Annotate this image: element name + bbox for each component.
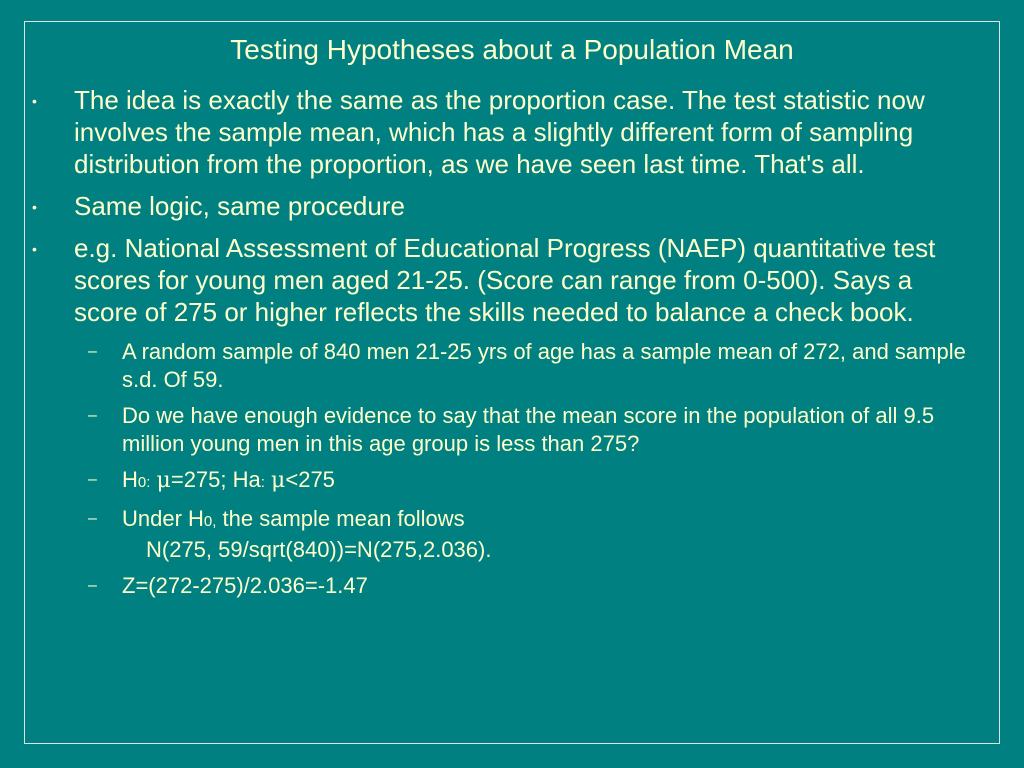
- subbullet-text: A random sample of 840 men 21-25 yrs of age has a sample mean of 272, and sample s.d. Of 59.: [122, 339, 966, 392]
- bullet-text: Same logic, same procedure: [74, 191, 405, 221]
- slide-title: Testing Hypotheses about a Population Mean: [230, 34, 794, 65]
- bullet-icon: •: [32, 199, 37, 215]
- slide-content: [30, 84, 994, 608]
- distribution-item: [30, 505, 982, 564]
- subbullet-item: [30, 402, 982, 458]
- h0-subscript: 0: [137, 474, 147, 491]
- dash-icon: –: [88, 510, 97, 527]
- bullet-item: [30, 190, 974, 222]
- subbullet-text: Do we have enough evidence to say that the mean score in the population of all 9.5 million young men in this age group is less than 275?: [122, 403, 935, 456]
- dash-icon: –: [88, 407, 97, 424]
- under-text: Under H: [122, 506, 204, 531]
- subbullet-item: [30, 338, 982, 394]
- h0-h: H: [122, 467, 138, 492]
- mu-symbol: μ: [271, 468, 286, 493]
- bullet-text: The idea is exactly the same as the proportion case. The test statistic now involves the sample mean, which has a slightly different form of sampling distribution from the proportion, as we have seen last time. That's all.: [74, 85, 925, 179]
- ha-colon: :: [260, 474, 265, 491]
- distribution-line: N(275, 59/sqrt(840))=N(275,2.036).: [146, 537, 492, 562]
- dash-icon: –: [88, 343, 97, 360]
- under-subscript: 0,: [203, 513, 217, 530]
- bullet-item: [30, 84, 974, 180]
- bullet-icon: •: [32, 241, 37, 257]
- dash-icon: –: [88, 471, 97, 488]
- h0-rest: =275; Ha: [170, 467, 261, 492]
- subbullet-item: [30, 572, 982, 600]
- bullet-icon: •: [32, 93, 37, 109]
- mu-symbol: μ: [156, 468, 171, 493]
- bullet-text: e.g. National Assessment of Educational Progress (NAEP) quantitative test scores for young men aged 21-25. (Score can range from 0-500). Says a score of 275 or higher reflects the skills needed to balance a check book.: [74, 233, 936, 327]
- subbullet-text: Z=(272-275)/2.036=-1.47: [122, 573, 368, 598]
- hypotheses-item: [30, 466, 982, 497]
- under-rest: the sample mean follows: [216, 506, 465, 531]
- bullet-item: [30, 232, 974, 328]
- dash-icon: –: [88, 577, 97, 594]
- ha-rest: <275: [285, 467, 335, 492]
- h0-colon: :: [146, 474, 151, 491]
